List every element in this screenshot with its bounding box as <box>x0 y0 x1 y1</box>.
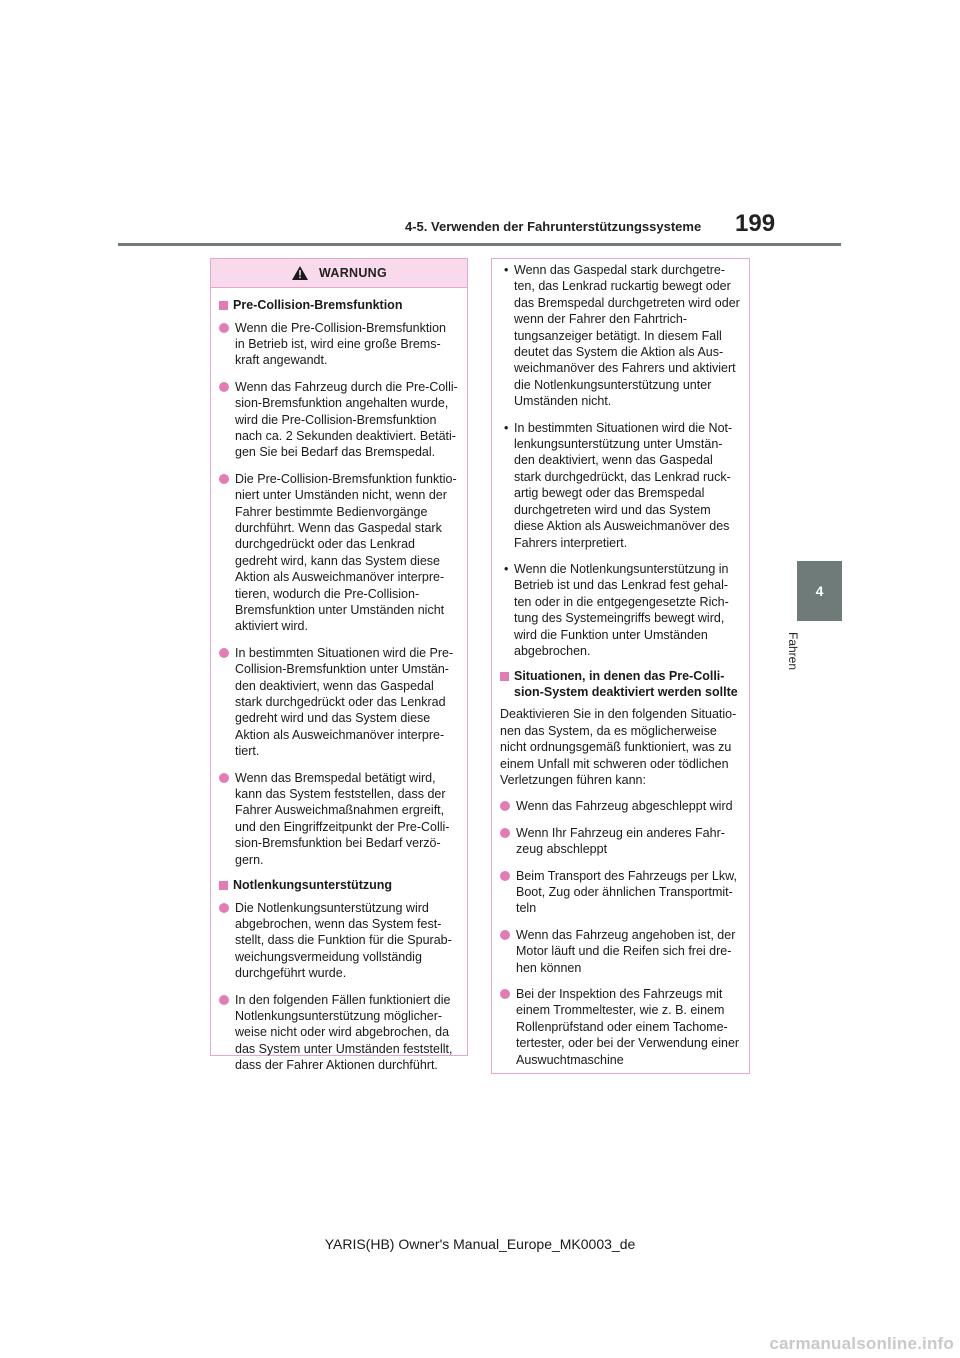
list-item: In bestimmten Situationen wird die Pre-Collision-Bremsfunktion unter Umstän-den deaktiviert, wenn das Gaspedal stark durchgedrückt oder das Lenkrad gedreht wird und das System diese Aktion als Ausweichmanöver interpre-tiert. <box>219 645 458 760</box>
square-bullet-icon <box>219 881 228 890</box>
section-heading: Situationen, in denen das Pre-Colli-sion-System deaktiviert werden sollte <box>500 669 740 700</box>
square-bullet-icon <box>219 301 228 310</box>
warning-title: WARNUNG <box>318 266 388 280</box>
circle-bullet-icon <box>219 773 229 783</box>
section-heading: Pre-Collision-Bremsfunktion <box>219 298 458 314</box>
chapter-tab: 4 <box>797 561 842 621</box>
list-item: • Wenn die Notlenkungsunterstützung in Betrieb ist und das Lenkrad fest gehal-ten oder in die entgegengesetzte Rich-tung des Systemeingriffs bewegt wird, wird die Funktion unter Umständen abgebrochen. <box>500 561 740 659</box>
section-heading: Notlenkungsunterstützung <box>219 878 458 894</box>
circle-bullet-icon <box>500 828 510 838</box>
list-item: Wenn das Bremspedal betätigt wird, kann das System feststellen, dass der Fahrer Ausweichmaßnahmen ergreift, und den Eingriffzeitpunkt der Pre-Colli-sion-Bremsfunktion bei Bedarf verzö-gern. <box>219 770 458 868</box>
list-item: Wenn das Fahrzeug abgeschleppt wird <box>500 798 740 814</box>
list-item: Die Notlenkungsunterstützung wird abgebrochen, wenn das System fest-stellt, dass die Funktion für die Spurab-weichungsvermeidung vollständig durchgeführt wurde. <box>219 900 458 982</box>
header-divider <box>118 243 841 246</box>
section-title: 4-5. Verwenden der Fahrunterstützungssysteme <box>405 219 702 234</box>
list-item: In den folgenden Fällen funktioniert die Notlenkungsunterstützung möglicher-weise nicht oder wird abgebrochen, da das System unter Umständen feststellt, dass der Fahrer Aktionen durchführt. <box>219 992 458 1074</box>
circle-bullet-icon <box>219 648 229 658</box>
continuation-box <box>491 258 750 1074</box>
list-item: • Wenn das Gaspedal stark durchgetre-ten, das Lenkrad ruckartig bewegt oder das Bremspedal durchgetreten wird oder wenn der Fahrer den Fahrtrich-tungsanzeiger betätigt. In diesem Fall deutet das System die Aktion als Aus-weichmanöver des Fahrers und aktiviert die Notlenkungsunterstützung unter Umständen nicht. <box>500 262 740 410</box>
warning-header <box>211 259 467 288</box>
list-item: Bei der Inspektion des Fahrzeugs mit einem Trommeltester, wie z. B. einem Rollenprüfstand oder einem Tachome-tertester, oder bei der Verwendung einer Auswuchtmaschine <box>500 986 740 1068</box>
circle-bullet-icon <box>219 382 229 392</box>
circle-bullet-icon <box>500 989 510 999</box>
list-item: Wenn das Fahrzeug durch die Pre-Colli-sion-Bremsfunktion angehalten wurde, wird die Pre-Collision-Bremsfunktion nach ca. 2 Sekunden deaktiviert. Betäti-gen Sie bei Bedarf das Bremspedal. <box>219 379 458 461</box>
circle-bullet-icon <box>219 995 229 1005</box>
chapter-label: Fahren <box>786 632 800 671</box>
list-item: Beim Transport des Fahrzeugs per Lkw, Boot, Zug oder ähnlichen Transportmit-teln <box>500 868 740 917</box>
circle-bullet-icon <box>500 801 510 811</box>
list-item: • In bestimmten Situationen wird die Not-lenkungsunterstützung unter Umstän-den deaktiviert, wenn das Gaspedal stark durchgedrückt, das Lenkrad ruck-artig bewegt oder das Bremspedal durchgetreten wird und das System diese Aktion als Ausweichmanöver des Fahrers interpretiert. <box>500 420 740 551</box>
circle-bullet-icon <box>500 871 510 881</box>
circle-bullet-icon <box>219 323 229 333</box>
square-bullet-icon <box>500 672 509 681</box>
warning-box <box>210 258 468 1073</box>
watermark: carmanualsonline.info <box>769 1334 954 1353</box>
footer-text: YARIS(HB) Owner's Manual_Europe_MK0003_de <box>324 1236 636 1252</box>
dot-bullet-icon: • <box>504 561 509 576</box>
warning-triangle-icon <box>291 265 309 281</box>
intro-paragraph: Deaktivieren Sie in den folgenden Situatio-nen das System, da es möglicherweise nicht ordnungsgemäß funktioniert, was zu einem Unfall mit schweren oder tödlichen Verletzungen führen kann: <box>500 707 737 787</box>
circle-bullet-icon <box>219 474 229 484</box>
dot-bullet-icon: • <box>504 420 509 435</box>
list-item: Wenn die Pre-Collision-Bremsfunktion in Betrieb ist, wird eine große Brems-kraft angewandt. <box>219 320 458 369</box>
circle-bullet-icon <box>219 903 229 913</box>
page-number: 199 <box>735 210 776 237</box>
circle-bullet-icon <box>500 930 510 940</box>
list-item: Wenn das Fahrzeug angehoben ist, der Motor läuft und die Reifen sich frei dre-hen können <box>500 927 740 976</box>
dot-bullet-icon: • <box>504 263 509 277</box>
list-item: Wenn Ihr Fahrzeug ein anderes Fahr-zeug abschleppt <box>500 825 740 858</box>
list-item: Die Pre-Collision-Bremsfunktion funktio-niert unter Umständen nicht, wenn der Fahrer bestimmte Bedienvorgänge durchführt. Wenn das Gaspedal stark durchgedrückt oder das Lenkrad gedreht wird, kann das System diese Aktion als Ausweichmanöver interpre-tieren, wodurch die Pre-Collision-Bremsfunktion unter Umständen nicht aktiviert wird. <box>219 471 458 635</box>
